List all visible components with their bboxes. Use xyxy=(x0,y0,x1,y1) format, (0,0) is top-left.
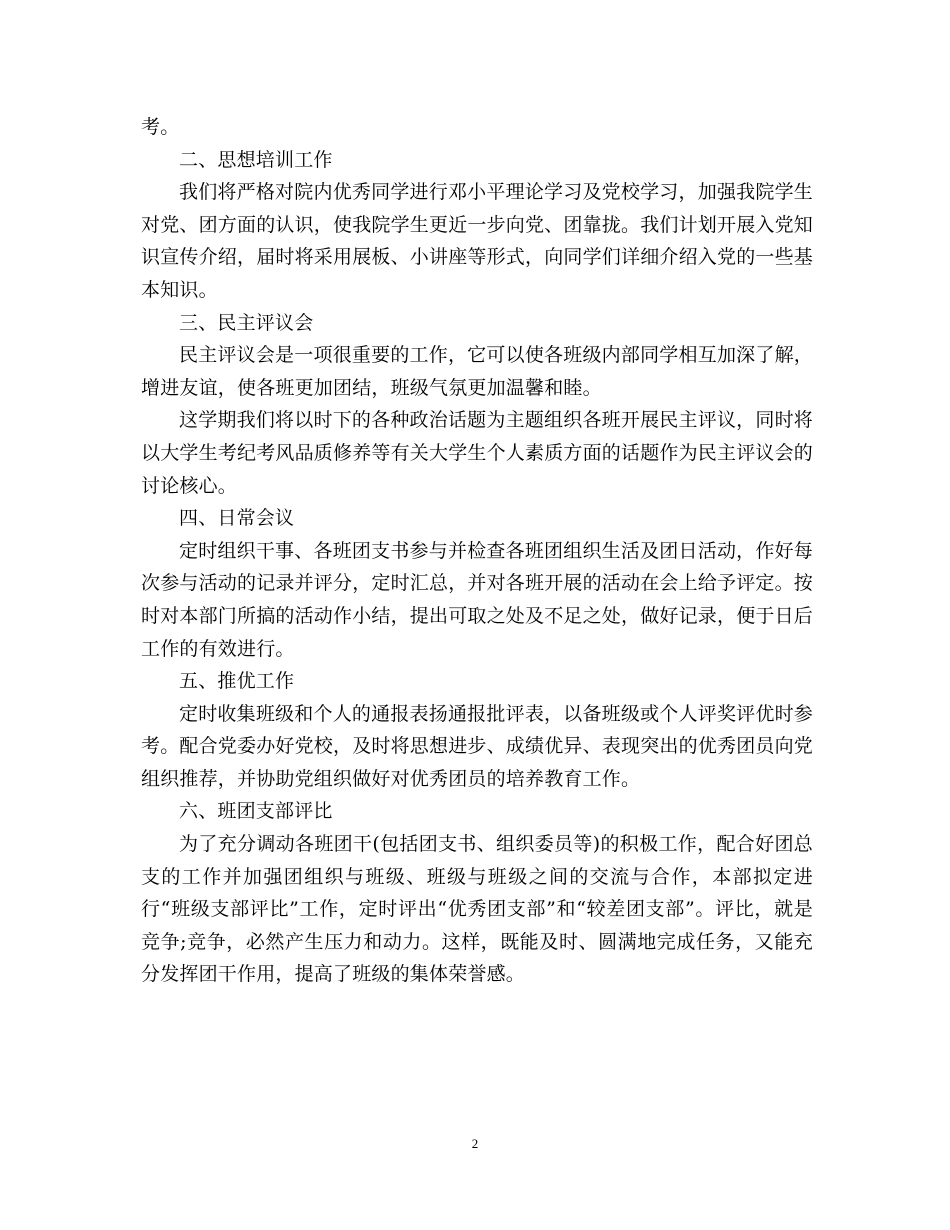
paragraph-ideology-training: 我们将严格对院内优秀同学进行邓小平理论学习及党校学习，加强我院学生对党、团方面的认识，使我院学生更近一步向党、团靠拢。我们计划开展入党知识宣传介绍，届时将采用展板、小讲座等形式，向同学们详细介绍入党的一些基本知识。 xyxy=(141,181,814,301)
section-heading-5: 五、推优工作 xyxy=(179,670,295,693)
section-heading-4: 四、日常会议 xyxy=(179,507,295,530)
paragraph-democratic-review-1: 民主评议会是一项很重要的工作，它可以使各班级内部同学相互加深了解，增进友谊，使各班更加团结，班级气氛更加温馨和睦。 xyxy=(141,344,813,399)
paragraph-branch-evaluation: 为了充分调动各班团干(包括团支书、组织委员等)的积极工作，配合好团总支的工作并加强团组织与班级、班级与班级之间的交流与合作，本部拟定进行“班级支部评比”工作，定时评出“优秀团支部”和“较差团支部”。评比，就是竞争;竞争，必然产生压力和动力。这样，既能及时、圆满地完成任务，又能充分发挥团干作用，提高了班级的集体荣誉感。 xyxy=(141,833,813,986)
paragraph-democratic-review-2: 这学期我们将以时下的各种政治话题为主题组织各班开展民主评议，同时将以大学生考纪考风品质修养等有关大学生个人素质方面的话题作为民主评议会的讨论核心。 xyxy=(141,409,814,497)
paragraph-daily-meetings: 定时组织干事、各班团支书参与并检查各班团组织生活及团日活动，作好每次参与活动的记录并评分，定时汇总，并对各班开展的活动在会上给予评定。按时对本部门所搞的活动作小结，提出可取之处及不足之处，做好记录，便于日后工作的有效进行。 xyxy=(141,539,814,660)
continuation-text: 考。 xyxy=(141,116,180,138)
paragraph-recommendation: 定时收集班级和个人的通报表扬通报批评表，以备班级或个人评奖评优时参考。配合党委办好党校，及时将思想进步、成绩优异、表现突出的优秀团员向党组织推荐，并协助党组织做好对优秀团员的培养教育工作。 xyxy=(141,702,814,790)
section-heading-2: 二、思想培训工作 xyxy=(179,148,333,171)
document-page xyxy=(141,111,813,991)
page-number: 2 xyxy=(471,1136,479,1151)
section-heading-6: 六、班团支部评比 xyxy=(179,800,333,823)
section-heading-3: 三、民主评议会 xyxy=(179,311,314,334)
